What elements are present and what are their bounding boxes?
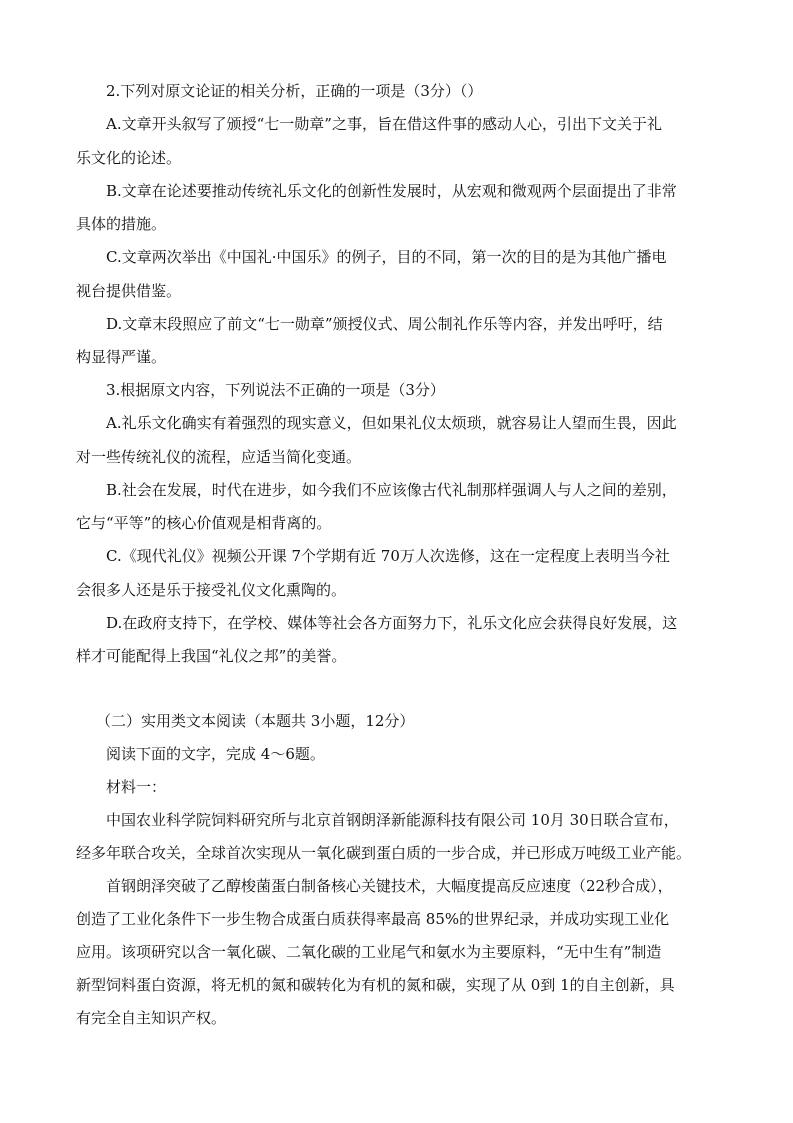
q3-option-d-line-2: 样才可能配得上我国“礼仪之邦”的美誉。 xyxy=(76,647,347,665)
material1-p2-line-4: 新型饲料蛋白资源，将无机的氮和碳转化为有机的氮和碳，实现了从 0到 1的自主创新，具 xyxy=(76,976,675,994)
material1-p1-line-2: 经多年联合攻关，全球首次实现从一氧化碳到蛋白质的一步合成，并已形成万吨级工业产能。 xyxy=(76,844,692,862)
reading-instruction: 阅读下面的文字，完成 4～6题。 xyxy=(106,745,325,763)
q2-option-d-line-2: 构显得严谨。 xyxy=(76,348,167,366)
q2-option-c-line-2: 视台提供借鉴。 xyxy=(76,282,182,300)
q3-option-c-line-1: C.《现代礼仪》视频公开课 7个学期有近 70万人次选修，这在一定程度上表明当今社 xyxy=(106,547,670,565)
material1-p2-line-1: 首钢朗泽突破了乙醇梭菌蛋白制备核心关键技术，大幅度提高反应速度（22秒合成）， xyxy=(106,877,673,895)
material1-p1-line-1: 中国农业科学院饲料研究所与北京首钢朗泽新能源科技有限公司 10月 30日联合宣布， xyxy=(106,811,679,829)
q3-option-b-line-2: 它与“平等”的核心价值观是相背离的。 xyxy=(76,514,332,532)
question-2-stem: 2.下列对原文论证的相关分析，正确的一项是（3分）（） xyxy=(106,82,483,100)
q2-option-b-line-2: 具体的措施。 xyxy=(76,215,167,233)
q3-option-b-line-1: B.社会在发展，时代在进步，如今我们不应该像古代礼制那样强调人与人之间的差别， xyxy=(106,481,677,499)
material1-p2-line-3: 应用。该项研究以含一氧化碳、二氧化碳的工业尾气和氨水为主要原料，“无中生有”制造 xyxy=(76,943,662,961)
q2-option-a-line-2: 乐文化的论述。 xyxy=(76,149,182,167)
material1-p2-line-2: 创造了工业化条件下一步生物合成蛋白质获得率最高 85%的世界纪录，并成功实现工业化 xyxy=(76,910,670,928)
q2-option-d-line-1: D.文章末段照应了前文“七一勋章”颁授仪式、周公制礼作乐等内容，并发出呼吁，结 xyxy=(106,315,663,333)
material-label: 材料一： xyxy=(106,778,167,796)
q3-option-c-line-2: 会很多人还是乐于接受礼仪文化熏陶的。 xyxy=(76,581,347,599)
q2-option-a-line-1: A.文章开头叙写了颁授“七一勋章”之事，旨在借这件事的感动人心，引出下文关于礼 xyxy=(106,115,662,133)
q3-option-a-line-2: 对一些传统礼仪的流程，应适当简化变通。 xyxy=(76,448,362,466)
q3-option-d-line-1: D.在政府支持下，在学校、媒体等社会各方面努力下，礼乐文化应会获得良好发展，这 xyxy=(106,614,678,632)
material1-p2-line-5: 有完全自主知识产权。 xyxy=(76,1009,227,1027)
q2-option-c-line-1: C.文章两次举出《中国礼·中国乐》的例子，目的不同，第一次的目的是为其他广播电 xyxy=(106,248,667,266)
question-3-stem: 3.根据原文内容，下列说法不正确的一项是（3分） xyxy=(106,381,445,399)
q3-option-a-line-1: A.礼乐文化确实有着强烈的现实意义，但如果礼仪太烦琐，就容易让人望而生畏，因此 xyxy=(106,414,677,432)
q2-option-b-line-1: B.文章在论述要推动传统礼乐文化的创新性发展时，从宏观和微观两个层面提出了非常 xyxy=(106,182,677,200)
section-heading: （二）实用类文本阅读（本题共 3小题，12分） xyxy=(96,712,415,730)
